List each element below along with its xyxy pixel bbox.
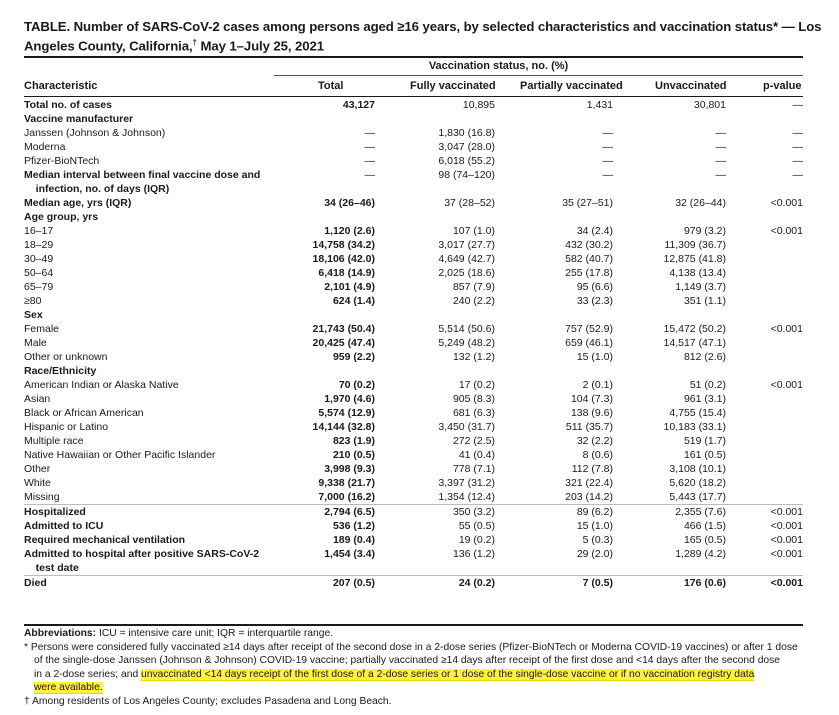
cell-unvaccinated: 51 (0.2) [689,379,726,391]
row-label: 30–49 [24,253,54,265]
cell-p-value [726,182,803,196]
cell-fully-vaccinated: 3,450 (31.7) [438,421,495,433]
cell-total: 70 (0.2) [338,379,375,391]
row-label: 65–79 [24,281,54,293]
cell-unvaccinated [613,210,726,224]
cell-total: 6,418 (14.9) [318,267,375,279]
cell-p-value [726,561,803,576]
table-row [24,294,803,308]
cell-fully-vaccinated: 107 (1.0) [452,225,495,237]
row-label: Hospitalized [24,505,274,520]
cell-total: 3,998 (9.3) [324,463,375,475]
cell-total [274,182,375,196]
cell-p-value [726,238,803,252]
table-row [24,224,803,238]
row-label: Pfizer-BioNTech [24,155,100,167]
cell-fully-vaccinated: 132 (1.2) [452,351,495,363]
cell-p-value: <0.001 [726,576,803,591]
cell-p-value [726,210,803,224]
cell-partially-vaccinated: 89 (6.2) [495,505,613,520]
cell-unvaccinated: 1,149 (3.7) [675,281,726,293]
table-row [24,476,803,490]
cell-total: 1,970 (4.6) [324,393,375,405]
cell-partially-vaccinated: 7 (0.5) [495,576,613,591]
cell-unvaccinated: — [715,169,726,181]
highlighted-unvaccinated-definition: unvaccinated <14 days receipt of the first dose of a 2-dose series or 1 dose of the single-dose vaccine or if no vaccination registry data [141,668,755,680]
table-row [24,336,803,350]
cell-unvaccinated: 961 (3.1) [683,393,726,405]
cell-partially-vaccinated: 112 (7.8) [571,463,613,475]
table-row [24,210,803,224]
cell-p-value [726,462,803,476]
cell-total: 5,574 (12.9) [318,407,375,419]
cell-partially-vaccinated: 32 (2.2) [576,435,613,447]
header-partially-vaccinated: Partially vaccinated [520,80,623,92]
cell-partially-vaccinated: — [602,155,613,167]
cell-total: 43,127 [342,99,375,111]
row-label: infection, no. of days (IQR) [24,183,170,195]
bottom-rule [24,624,803,626]
cell-total: 2,101 (4.9) [324,281,375,293]
cell-partially-vaccinated: 95 (6.6) [576,281,613,293]
table-row [24,519,803,533]
cell-p-value [726,336,803,350]
row-label: American Indian or Alaska Native [24,379,179,391]
row-label: White [24,477,51,489]
cell-total [274,364,375,378]
cell-total: 1,120 (2.6) [324,225,375,237]
cell-total: — [364,141,375,153]
cell-partially-vaccinated: — [602,141,613,153]
cell-unvaccinated: 32 (26–44) [675,197,726,209]
data-table-body [24,98,803,590]
footnotes [24,627,824,709]
cell-total: 207 (0.5) [274,576,375,591]
cell-fully-vaccinated: 778 (7.1) [452,463,495,475]
cell-total [274,210,375,224]
cell-fully-vaccinated [375,112,495,126]
table-row [24,238,803,252]
row-label: Hispanic or Latino [24,421,109,433]
header-total: Total [318,80,344,92]
table-row [24,505,803,520]
cell-fully-vaccinated: 3,017 (27.7) [438,239,495,251]
cell-p-value [726,364,803,378]
cell-unvaccinated [613,308,726,322]
header-unvaccinated: Unvaccinated [655,80,727,92]
cell-partially-vaccinated [495,561,613,576]
cell-partially-vaccinated: 29 (2.0) [576,548,613,560]
title-text: TABLE. Number of SARS-CoV-2 cases among persons aged ≥16 years, by selected characteristics and vaccination status* — Los Angeles County, California, [24,19,822,54]
cell-fully-vaccinated: 6,018 (55.2) [438,155,495,167]
row-label: Missing [24,491,60,503]
cell-partially-vaccinated: 33 (2.3) [576,295,613,307]
cell-partially-vaccinated: 1,431 [586,99,613,111]
cell-total: 9,338 (21.7) [318,477,375,489]
footnote-star-line3-wrap [24,668,824,682]
title-date-range: May 1–July 25, 2021 [200,38,324,54]
cell-unvaccinated: 351 (1.1) [683,295,726,307]
vaccination-status-header: Vaccination status, no. (%) [428,60,569,72]
cell-fully-vaccinated: 24 (0.2) [375,576,495,591]
cell-fully-vaccinated: 1,830 (16.8) [438,127,495,139]
cell-unvaccinated: 4,755 (15.4) [669,407,726,419]
table-row [24,434,803,448]
cell-total: 823 (1.9) [332,435,375,447]
row-label: Race/Ethnicity [24,365,97,377]
cell-fully-vaccinated: 136 (1.2) [452,548,495,560]
cell-unvaccinated: 165 (0.5) [683,534,726,546]
cell-p-value [726,392,803,406]
cell-total [274,561,375,576]
row-label: Died [24,576,274,591]
footnote-star-line3-plain: in a 2-dose series; and [34,668,142,680]
cell-p-value [726,420,803,434]
abbreviations-label: Abbreviations: [24,628,97,639]
cell-partially-vaccinated [495,308,613,322]
cell-total: 34 (26–46) [324,197,375,209]
table-title [24,19,824,54]
row-label: Moderna [24,141,66,153]
table-row [24,168,803,182]
cell-unvaccinated [613,561,726,576]
cell-partially-vaccinated: 2 (0.1) [582,379,613,391]
cell-p-value: — [792,155,803,167]
cell-unvaccinated: 3,108 (10.1) [669,463,726,475]
row-label: Multiple race [24,435,84,447]
highlighted-registry-text: were available. [34,682,103,694]
cell-fully-vaccinated: 55 (0.5) [458,520,495,532]
cell-total: — [364,127,375,139]
cell-p-value: <0.001 [770,379,803,391]
table-row [24,547,803,561]
row-label: Janssen (Johnson & Johnson) [24,127,166,139]
row-label: Vaccine manufacturer [24,113,134,125]
cell-partially-vaccinated: 8 (0.6) [582,449,613,461]
cell-unvaccinated: 519 (1.7) [683,435,726,447]
row-label: 50–64 [24,267,54,279]
cell-fully-vaccinated [375,364,495,378]
row-label: Asian [24,393,51,405]
cell-total: 14,144 (32.8) [312,421,375,433]
cell-fully-vaccinated: 2,025 (18.6) [438,267,495,279]
cell-total: 189 (0.4) [332,534,375,546]
row-label: Other or unknown [24,351,108,363]
footnote-star-line4-wrap [24,681,824,695]
cell-partially-vaccinated: 15 (1.0) [576,520,613,532]
table-row [24,154,803,168]
cell-p-value [726,112,803,126]
cell-p-value [726,476,803,490]
cell-partially-vaccinated: — [602,169,613,181]
cell-fully-vaccinated: 5,514 (50.6) [438,323,495,335]
cell-unvaccinated: 979 (3.2) [683,225,726,237]
row-label: Age group, yrs [24,211,99,223]
cell-total [274,308,375,322]
table-row [24,252,803,266]
top-rule [24,56,803,58]
footnote-star-line2-wrap [24,654,824,668]
row-label: Male [24,337,47,349]
cell-p-value: <0.001 [770,323,803,335]
cell-total: 624 (1.4) [332,295,375,307]
cell-p-value: <0.001 [770,520,803,532]
cell-unvaccinated: 812 (2.6) [683,351,726,363]
cell-total: 536 (1.2) [332,520,375,532]
cell-unvaccinated: 2,355 (7.6) [613,505,726,520]
row-label: Median age, yrs (IQR) [24,197,132,209]
table-row [24,364,803,378]
footnote-dagger: † Among residents of Los Angeles County; excludes Pasadena and Long Beach. [24,695,392,707]
data-table [24,98,803,590]
cell-partially-vaccinated: — [602,127,613,139]
cell-p-value [726,448,803,462]
cell-fully-vaccinated: 240 (2.2) [452,295,495,307]
cell-partially-vaccinated: 104 (7.3) [570,393,613,405]
cell-total: 21,743 (50.4) [312,323,375,335]
cell-fully-vaccinated: 350 (3.2) [375,505,495,520]
cell-fully-vaccinated: 5,249 (48.2) [438,337,495,349]
cell-partially-vaccinated [495,112,613,126]
table-row [24,392,803,406]
table-row [24,308,803,322]
cell-p-value: <0.001 [726,505,803,520]
cell-unvaccinated: 5,443 (17.7) [669,491,726,503]
cell-partially-vaccinated: 757 (52.9) [565,323,613,335]
cell-p-value: <0.001 [770,197,803,209]
cell-unvaccinated [613,364,726,378]
cell-partially-vaccinated [495,210,613,224]
residence-note [24,695,824,709]
cell-unvaccinated [613,112,726,126]
cell-fully-vaccinated: 41 (0.4) [458,449,495,461]
cell-p-value: — [792,169,803,181]
cell-unvaccinated: 12,875 (41.8) [663,253,726,265]
abbreviations-note [24,627,824,641]
table-row [24,280,803,294]
cell-unvaccinated: 5,620 (18.2) [669,477,726,489]
header-characteristic: Characteristic [24,80,98,92]
header-p-value: p-value [763,80,802,92]
table-row [24,462,803,476]
row-label: Sex [24,309,43,321]
cell-p-value [726,294,803,308]
cell-partially-vaccinated: 321 (22.4) [565,477,613,489]
cell-partially-vaccinated: 34 (2.4) [576,225,613,237]
footnote-star-line1: * Persons were considered fully vaccinated ≥14 days after receipt of the second dose in a 2-dose series (Pfizer-BioNTech or Moderna COVID-19 vaccines) or after 1 dose [24,641,798,653]
cell-partially-vaccinated: 5 (0.3) [582,534,613,546]
cell-partially-vaccinated: 203 (14.2) [565,491,613,503]
table-row [24,126,803,140]
cell-fully-vaccinated: 857 (7.9) [452,281,495,293]
cell-p-value: <0.001 [770,225,803,237]
row-label: 16–17 [24,225,54,237]
cell-p-value [726,252,803,266]
cell-fully-vaccinated [375,182,495,196]
group-rule [274,75,803,76]
cell-fully-vaccinated: 37 (28–52) [444,197,495,209]
cell-p-value: <0.001 [770,548,803,560]
row-label: 18–29 [24,239,54,251]
cell-fully-vaccinated: 3,047 (28.0) [438,141,495,153]
table-row [24,112,803,126]
table-row [24,98,803,112]
cell-fully-vaccinated: 4,649 (42.7) [438,253,495,265]
cell-unvaccinated: — [715,141,726,153]
cell-fully-vaccinated: 905 (8.3) [452,393,495,405]
cell-unvaccinated: 14,517 (47.1) [663,337,726,349]
table-row [24,182,803,196]
cell-p-value [726,434,803,448]
cell-total: 7,000 (16.2) [318,491,375,503]
cell-p-value [726,280,803,294]
cell-total: 2,794 (6.5) [274,505,375,520]
cell-fully-vaccinated: 17 (0.2) [458,379,495,391]
cell-p-value: — [792,99,803,111]
cell-partially-vaccinated: 511 (35.7) [565,421,613,433]
cell-partially-vaccinated: 659 (46.1) [565,337,613,349]
cell-total: 14,758 (34.2) [312,239,375,251]
table-row [24,140,803,154]
cell-partially-vaccinated [495,364,613,378]
table-row [24,406,803,420]
cell-partially-vaccinated [495,182,613,196]
table-row [24,350,803,364]
cell-unvaccinated: 466 (1.5) [683,520,726,532]
table-row [24,266,803,280]
footnote-star-line2: of the single-dose Janssen (Johnson & Johnson) COVID-19 vaccine; partially vaccinated ≥14 days after receipt of the first dose and <14 days after the second dose [34,655,781,667]
table-row [24,378,803,392]
row-label: Total no. of cases [24,99,112,111]
cell-total: — [364,169,375,181]
row-label: Admitted to hospital after positive SARS-CoV-2 [24,548,260,560]
cell-partially-vaccinated: 432 (30.2) [565,239,613,251]
cell-fully-vaccinated: 19 (0.2) [458,534,495,546]
cell-total: 18,106 (42.0) [312,253,375,265]
cell-p-value [726,266,803,280]
cell-total [274,112,375,126]
cell-unvaccinated: — [715,155,726,167]
cell-unvaccinated: 176 (0.6) [613,576,726,591]
cell-unvaccinated: 30,801 [693,99,726,111]
cell-unvaccinated: 15,472 (50.2) [663,323,726,335]
cell-p-value: <0.001 [770,534,803,546]
row-label: Required mechanical ventilation [24,534,186,546]
cell-p-value: — [792,127,803,139]
row-label: Admitted to ICU [24,520,104,532]
table-row [24,576,803,591]
cell-partially-vaccinated: 255 (17.8) [565,267,613,279]
cell-fully-vaccinated: 272 (2.5) [452,435,495,447]
cell-fully-vaccinated: 681 (6.3) [452,407,495,419]
header-fully-vaccinated: Fully vaccinated [410,80,496,92]
cell-total: 210 (0.5) [332,449,375,461]
row-label: Native Hawaiian or Other Pacific Islander [24,449,216,461]
cell-unvaccinated: — [715,127,726,139]
cell-total: 1,454 (3.4) [324,548,375,560]
cell-fully-vaccinated [375,561,495,576]
cell-total: — [364,155,375,167]
cell-partially-vaccinated: 138 (9.6) [570,407,613,419]
cell-unvaccinated: 10,183 (33.1) [663,421,726,433]
cell-unvaccinated: 1,289 (4.2) [675,548,726,560]
cell-partially-vaccinated: 35 (27–51) [562,197,613,209]
row-label: ≥80 [24,295,42,307]
cell-unvaccinated: 11,309 (36.7) [664,239,726,251]
row-label: Black or African American [24,407,144,419]
table-row [24,448,803,462]
cell-unvaccinated: 4,138 (13.4) [669,267,726,279]
cell-p-value: — [792,141,803,153]
cell-partially-vaccinated: 582 (40.7) [565,253,613,265]
cell-fully-vaccinated: 3,397 (31.2) [438,477,495,489]
cell-partially-vaccinated: 15 (1.0) [576,351,613,363]
table-row [24,533,803,547]
cell-total: 20,425 (47.4) [312,337,375,349]
table-row [24,196,803,210]
row-label: test date [24,562,79,574]
cell-fully-vaccinated: 10,895 [462,99,495,111]
table-row [24,322,803,336]
cell-fully-vaccinated [375,308,495,322]
vaccination-definition-note [24,641,824,655]
cell-fully-vaccinated: 98 (74–120) [438,169,495,181]
cell-p-value [726,350,803,364]
cell-total: 959 (2.2) [332,351,375,363]
table-row [24,561,803,576]
title-dagger: † [192,38,197,47]
table-row [24,420,803,434]
cell-fully-vaccinated [375,210,495,224]
table-row [24,490,803,505]
abbreviations-text: ICU = intensive care unit; IQR = interquartile range. [98,628,334,639]
row-label: Median interval between final vaccine dose and [24,169,261,181]
row-label: Female [24,323,60,335]
cell-unvaccinated [613,182,726,196]
cell-fully-vaccinated: 1,354 (12.4) [438,491,495,503]
cell-p-value [726,490,803,505]
cell-unvaccinated: 161 (0.5) [683,449,726,461]
cell-p-value [726,406,803,420]
cell-p-value [726,308,803,322]
row-label: Other [24,463,51,475]
